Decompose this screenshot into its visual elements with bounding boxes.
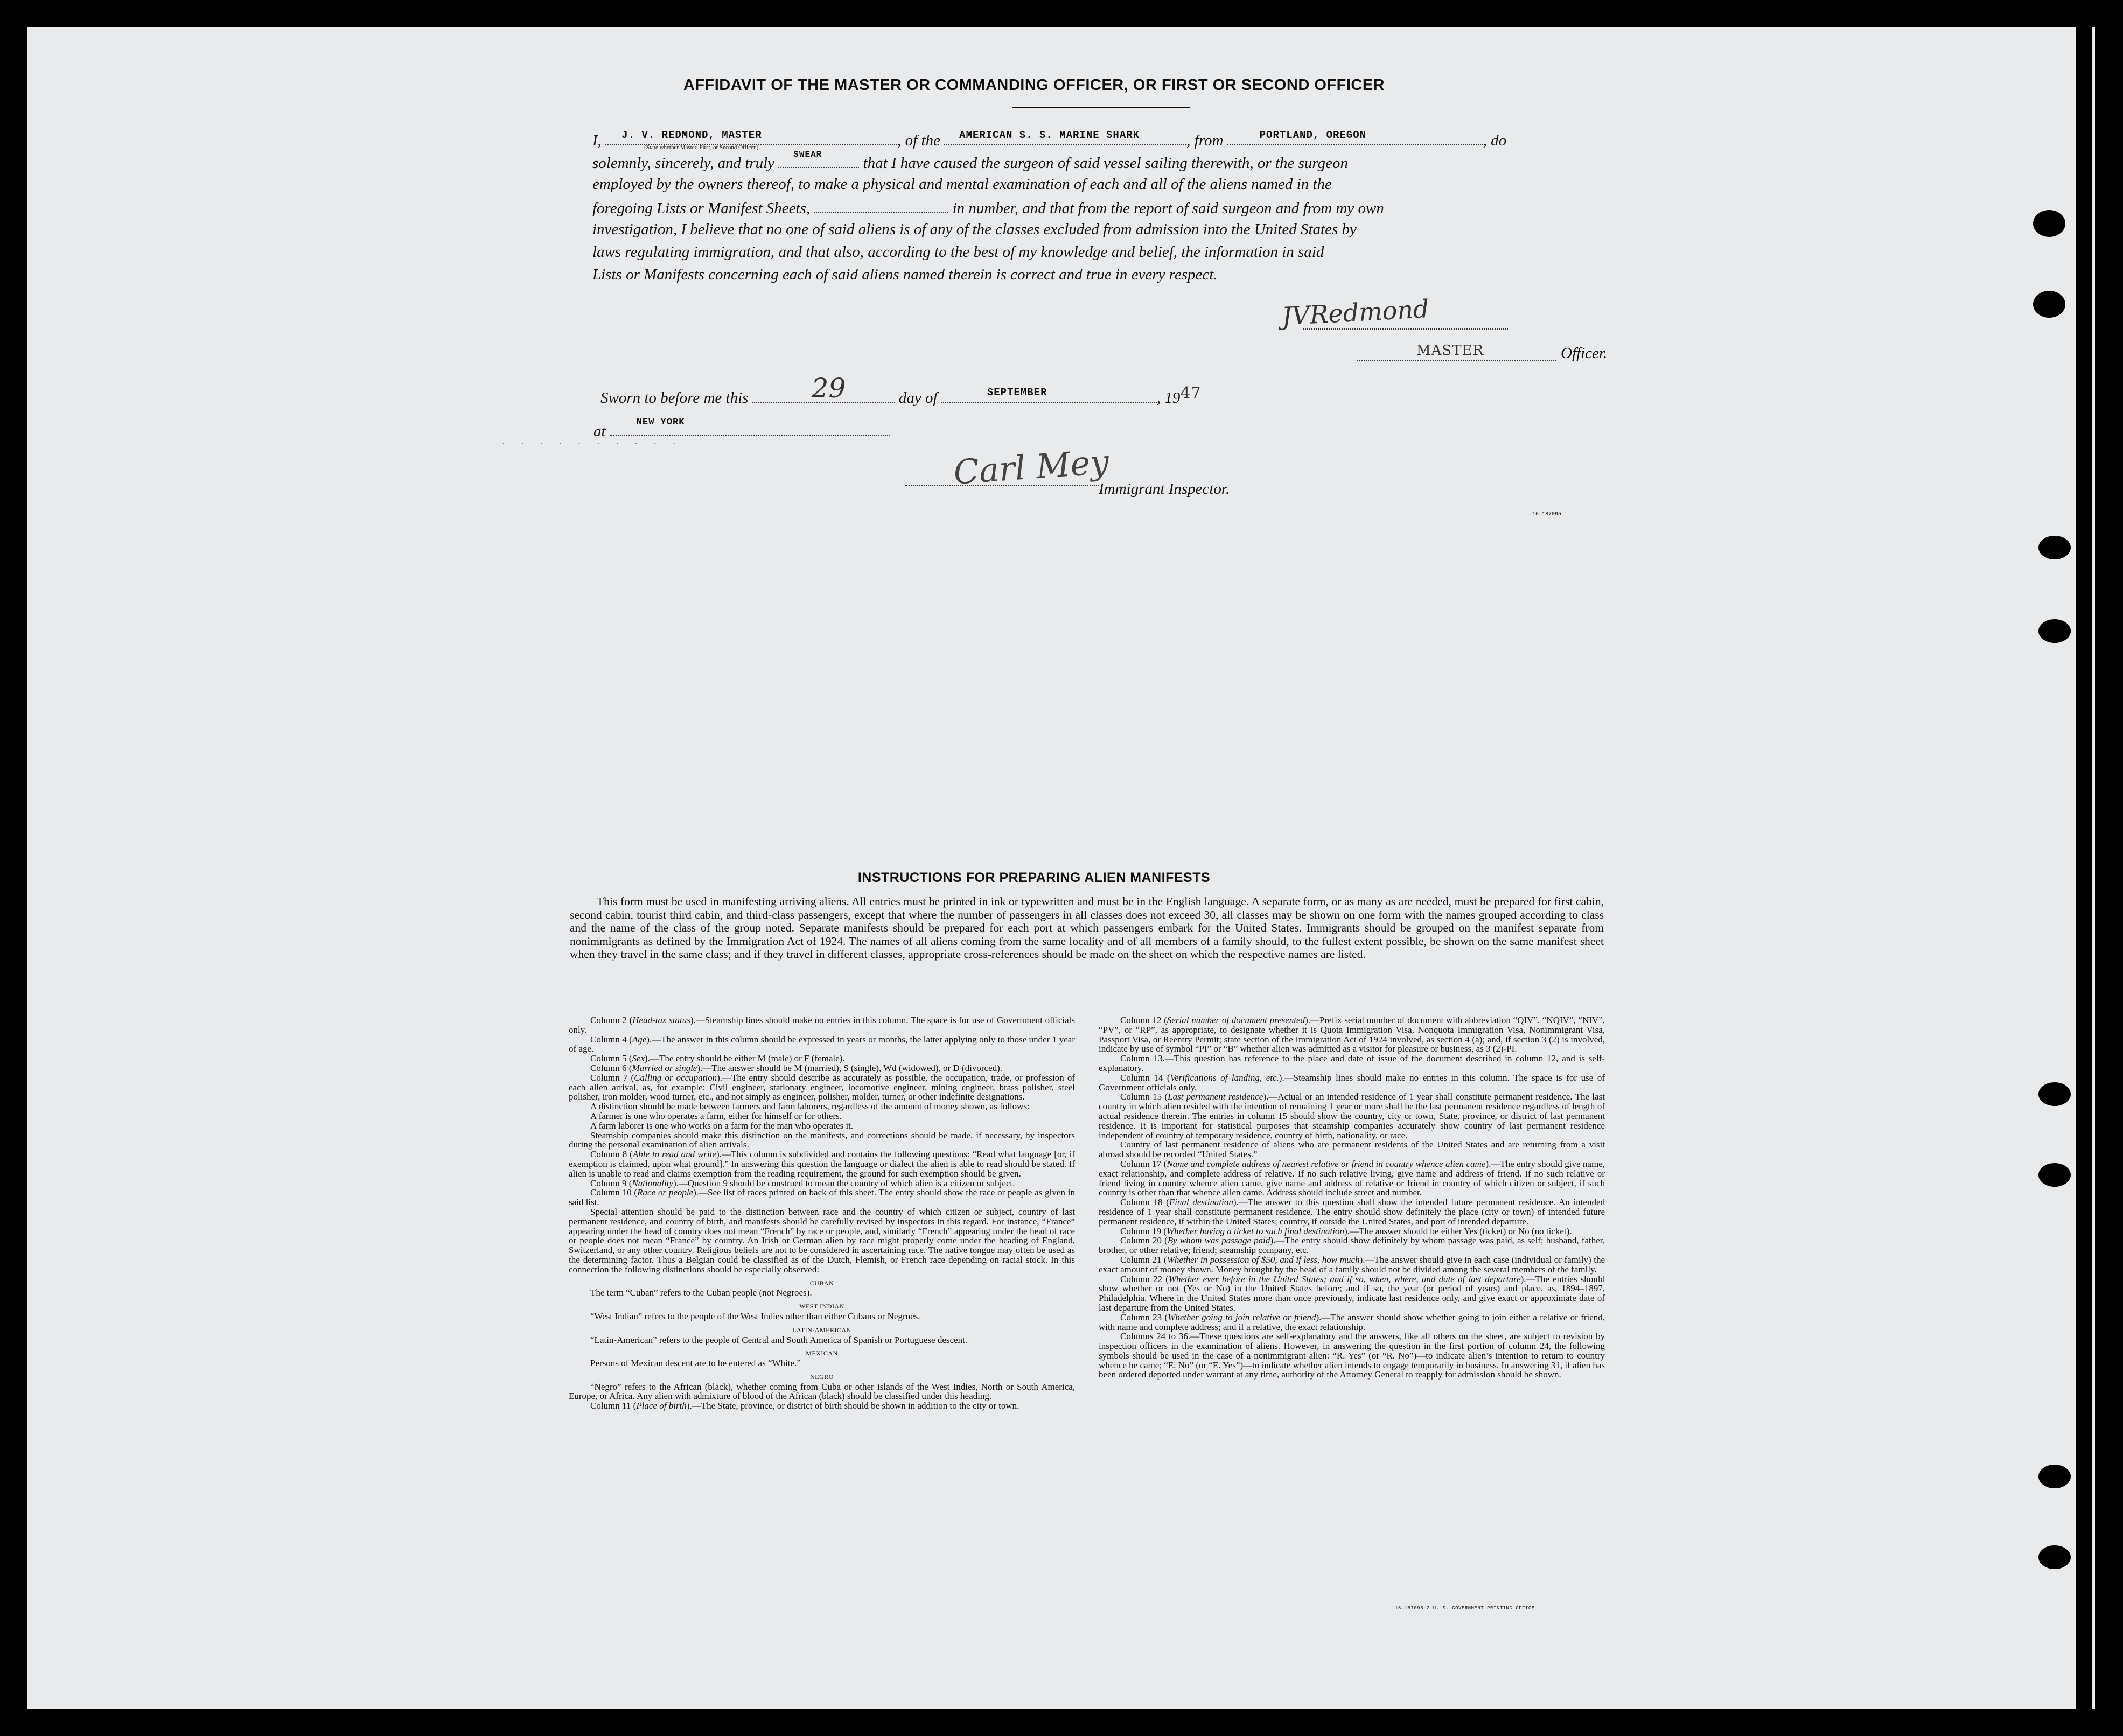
sworn-text-b: day of [898,389,938,407]
instruction-paragraph [569,1073,1075,1102]
officer-name-field [605,129,897,151]
affidavit-line-2 [592,150,1349,172]
instruction-paragraph [569,1121,1075,1131]
paragraph-emphasis: Place of birth [636,1401,687,1411]
paragraph-text: A farmer is one who operates a farm, either for himself or for others. [590,1110,842,1121]
instruction-paragraph [569,1401,1075,1411]
form-number: 16—187095 [1532,512,1562,517]
punch-hole [2033,291,2065,318]
paragraph-text: “Latin-American” refers to the people of Central and South America of Spanish or Portuguese descent. [590,1334,968,1345]
paragraph-emphasis: Final destination [1169,1197,1233,1208]
paragraph-emphasis: Serial number of document presented [1167,1015,1305,1025]
instruction-paragraph [1099,1016,1605,1054]
inspector-signature: Carl Mey [952,442,1111,492]
place: NEW YORK [636,417,685,428]
paragraph-emphasis: Race or people [637,1187,694,1198]
paragraph-emphasis: Married or single [632,1062,697,1073]
oath-field [778,150,859,168]
paragraph-text: “West Indian” refers to the people of the West Indies other than either Cubans or Negroes. [590,1311,920,1321]
faint-stamp-mark: · · · · · · · · · · [501,439,681,449]
instruction-paragraph [1099,1054,1605,1073]
paragraph-text: A distinction should be made between farmers and farm laborers, regardless of the amount of money shown, as follows: [590,1101,1030,1112]
instruction-paragraph [1099,1275,1605,1313]
section-heading: LATIN-AMERICAN [792,1326,851,1334]
paragraph-emphasis: Name and complete address of nearest relative or friend in country whence alien came [1167,1158,1486,1169]
paragraph-text: Special attention should be paid to the distinction between race and the country of which citizen or subject, country of last permanent residence, and country of birth, and manifests should be carefully revised by inspectors in this regard. For instance, “France” appearing under the head of country does not mean “French” by race or people, and, similarly “French” appearing under the head of race or people does not mean “France” by country. An Irish or German alien by race might properly come under the heading of England, Switzerland, or any other country. Religious beliefs are not to be considered in ascertaining race. The native tongue may often be used as the determining factor. Thus a Belgian could be classified as of the Dutch, Flemish, or French race depending on racial stock. In this connection the following distinctions should be especially observed: [569,1206,1075,1275]
affidavit-line-7: Lists or Manifests concerning each of said aliens named therein is correct and true in every respect. [592,266,1218,283]
paragraph-text: “Negro” refers to the African (black), whether coming from Cuba or other islands of the West Indies, North or South America, Europe, or Africa. Any alien with admixture of blood of the African (black) should be classified under this heading. [569,1381,1075,1402]
rank-handwritten: MASTER [1416,342,1484,359]
punch-hole [2038,1163,2071,1187]
paragraph-lead: Column 5 ( [590,1053,632,1064]
paragraph-text: ).—The answer to this question shall show the intended future permanent residence. An intended residence of 1 year shall constitute permanent residence. The entry should show definitely the place (city or town) of intended future permanent residence, if within the United States; country, if outside the United States, and port of intended departure. [1099,1197,1605,1227]
paragraph-lead: Column 20 ( [1120,1235,1168,1246]
affidavit-line-4 [592,198,1384,218]
instruction-paragraph [569,1188,1075,1207]
paragraph-text: ).—The entry should give name, exact relationship, and complete address of relative. If no such relative living, give name and address of friend. If no such relative or friend living in country whence alien came, give name and address of relative or friend in country of which citizen or subject, if such country is other than that whence alien came. Address should include street and number. [1099,1158,1605,1198]
affidavit-title: AFFIDAVIT OF THE MASTER OR COMMANDING OFFICER, OR FIRST OR SECOND OFFICER [683,76,1385,94]
paragraph-lead: Column 9 ( [590,1178,632,1188]
paragraph-lead: Column 12 ( [1120,1015,1167,1025]
paragraph-lead: Column 14 ( [1120,1072,1170,1083]
inspector-label: Immigrant Inspector. [1099,480,1230,498]
punch-hole [2033,210,2065,237]
paragraph-text: ).—Question 9 should be construed to mean the country of which alien is a citizen or subject. [673,1178,1015,1188]
instruction-paragraph [569,1016,1075,1035]
instructions-intro: This form must be used in manifesting arriving aliens. All entries must be printed in ink or typewritten and must be in the English language. A separate form, or as many as are needed, must be prepared for first cabin, second cabin, tourist third cabin, and third-class passengers, except that where the number of passengers in all classes does not exceed 30, all classes may be shown on one form with the names grouped according to class and the name of the class of the group noted. Separate manifests should be prepared for each port at which passengers embark for the United States. Immigrants should be grouped on the manifest separate from nonimmigrants as defined by the Immigration Act of 1924. The names of all aliens coming from the same locality and of all members of a family should, to the fullest extent possible, be shown on the same manifest sheet when they travel in the same class; and if they travel in different classes, appropriate cross-references should be made on the sheet on which the respective names are listed. [570,895,1604,961]
instruction-paragraph [569,1382,1075,1402]
paragraph-text: ).—Actual or an intended residence of 1 year shall constitute permanent residence. The last country in which alien resided with the intention of remaining 1 year or more shall be the last permanent residence regardless of length of actual residence therein. The entries in column 15 should show the country, city or town, State, province, or district of last permanent residence. It is important for statistical purposes that steamship companies accurately show country of last permanent residence independent of country of temporary residence, country of birth, nationality, or race. [1099,1091,1605,1140]
paragraph-text: ).—The State, province, or district of birth should be shown in addition to the city or town. [686,1401,1019,1411]
paragraph-emphasis: By whom was passage paid [1167,1235,1270,1246]
month: SEPTEMBER [987,387,1047,398]
officer-name-caption: (State whether Master, First, or Second Officer.) [644,144,759,151]
section-heading: NEGRO [810,1373,834,1381]
line4-text-a: foregoing Lists or Manifest Sheets, [592,200,811,217]
of-the-text: , of the [897,132,940,149]
from-text: , from [1186,132,1224,149]
paragraph-lead: Column 6 ( [590,1062,632,1073]
paragraph-lead: Column 22 ( [1120,1273,1169,1284]
paragraph-emphasis: Whether ever before in the United States; and if so, when, where, and date of last departure [1168,1273,1521,1284]
instruction-paragraph [569,1131,1075,1150]
do-text: , do [1483,132,1507,149]
punch-hole [2038,1082,2071,1106]
paragraph-lead: Column 17 ( [1120,1158,1167,1169]
instruction-paragraph [569,1179,1075,1188]
instruction-paragraph [569,1359,1075,1368]
line4-text-b: in number, and that from the report of said surgeon and from my own [952,200,1384,217]
paragraph-emphasis: Calling or occupation [634,1072,717,1083]
day-handwritten: 29 [811,373,846,404]
paragraph-emphasis: Whether going to join relative or friend [1168,1312,1316,1322]
paragraph-text: ).—Steamship lines should make no entries in this column. The space is for use of Government officials only. [1099,1072,1605,1093]
at-line [593,417,890,440]
punch-hole [2038,1545,2071,1569]
paragraph-lead: Column 2 ( [590,1015,633,1025]
paragraph-emphasis: Last permanent residence [1168,1091,1263,1102]
vessel-name: AMERICAN S. S. MARINE SHARK [959,129,1140,141]
instruction-paragraph [569,1054,1075,1063]
paragraph-lead: Column 11 ( [590,1401,637,1411]
paragraph-text: ).—The answer in this column should be expressed in years or months, the latter applying only to those under 1 year of age. [569,1034,1075,1054]
paragraph-text: ).—The answer should be M (married), S (single), Wd (widowed), or D (divorced). [697,1062,1003,1073]
instruction-paragraph [1099,1092,1605,1140]
paragraph-lead: Column 23 ( [1120,1312,1168,1322]
affidavit-line-5: investigation, I believe that no one of said aliens is of any of the classes excluded from admission into the United States by [592,221,1357,238]
instruction-paragraph [569,1312,1075,1321]
instruction-paragraph [569,1150,1075,1178]
line2-text-a: solemnly, sincerely, and truly [592,155,775,172]
day-field [752,373,895,404]
paragraph-lead: Column 7 ( [590,1072,634,1083]
instruction-paragraph [1099,1159,1605,1198]
paragraph-text: ).—The answer should be either Yes (ticket) or No (no ticket). [1344,1226,1572,1236]
paragraph-text: Columns 24 to 36.—These questions are self-explanatory and the answers, like all others on the sheet, are subject to revision by inspection officers in the examination of aliens. However, in answering the question in the first portion of column 24, the following symbols should be used in the case of a nonimmigrant alien: “R. Yes” (or “R. No”)—to indicate alien’s intention to return to country whence he came; “E. No” (or “E. Yes”)—to indicate whether alien intends to engage temporarily in business. In answering 31, if alien has been ordered deported under warrant at any time, authority of the Attorney General to reapply for admission should be shown. [1099,1331,1605,1380]
paragraph-lead: Column 19 ( [1120,1226,1167,1236]
instruction-paragraph [1099,1255,1605,1275]
instructions-title: INSTRUCTIONS FOR PREPARING ALIEN MANIFESTS [857,870,1211,885]
paragraph-text: ).—Prefix serial number of document with abbreviation “QIV”, “NQIV”, “NIV”, “PV”, or “RP”, as appropriate, to designate whether it is Quota Immigration Visa, Nonquota Immigration Visa, Nonimmigrant Visa, Passport Visa, or Reentry Permit; state section of the Immigration Act of 1924 involved, as section 4 (a); and, if section 3 (2) is involved, indicate by use of symbol “PI” or “B” whether alien was admitted as a visitor for pleasure or business, as 3 (2)-PI. [1099,1015,1605,1054]
place-field [610,417,890,436]
paragraph-text: ).—The entry should describe as accurately as possible, the occupation, trade, or profession of each alien arrival, as, for example: Civil engineer, stationary engineer, locomotive engineer, mining engineer, brass polisher, steel polisher, iron molder, wood turner, etc., and not simply as engineer, polisher, molder, turner, or other indefinite designations. [569,1072,1075,1102]
master-signature: JVRedmond [1281,294,1430,331]
document-sheet [27,27,2095,1709]
paragraph-text: Country of last permanent residence of aliens who are permanent residents of the United States and are returning from a visit abroad should be recorded “United States.” [1099,1139,1605,1160]
paragraph-text: ).—Steamship lines should make no entries in this column. The space is for use of Government officials only. [569,1015,1075,1035]
instruction-paragraph [569,1063,1075,1073]
paragraph-emphasis: Able to read and write [632,1149,716,1160]
section-heading: CUBAN [809,1279,834,1287]
year-handwritten: 47 [1180,384,1201,403]
paragraph-lead: Column 10 ( [590,1187,638,1198]
punch-hole [2038,619,2071,643]
printing-office-footer: 16—187095-2 U. S. GOVERNMENT PRINTING OFFICE [1395,1606,1535,1611]
paragraph-emphasis: Head-tax status [632,1015,690,1025]
paragraph-text: ).—The entries should show whether or not (Yes or No) in the United States before; and if so, the year (or period of years) and place, as, 1894–1897, Philadelphia. Where in the United States more than once previously, indicate last residence only, and give exact or approximate date of last departure from the United States. [1099,1273,1605,1313]
paragraph-text: —This question has reference to the place and date of issue of the document described in column 12, and is self-explanatory. [1099,1053,1605,1073]
year-prefix: , 19 [1156,389,1181,407]
paragraph-lead: Column 21 ( [1120,1254,1167,1265]
paragraph-text: ).—The entry should be either M (male) or F (female). [645,1053,845,1064]
affidavit-line-1 [592,130,1506,150]
instruction-paragraph [569,1335,1075,1345]
paragraph-text: Steamship companies should make this distinction on the manifests, and corrections should be made, if necessary, by inspectors during the personal examination of alien arrivals. [569,1130,1075,1150]
paragraph-emphasis: Whether having a ticket to such final destination [1166,1226,1344,1236]
paragraph-text: The term “Cuban” refers to the Cuban people (not Negroes). [590,1287,812,1298]
paragraph-lead: Column 13. [1120,1053,1165,1064]
paragraph-emphasis: Whether in possession of $50, and if less, how much [1167,1254,1360,1265]
paragraph-emphasis: Nationality [632,1178,673,1188]
instruction-paragraph [1099,1236,1605,1255]
paragraph-text: ).—See list of races printed on back of this sheet. The entry should show the race or people as given in said list. [569,1187,1075,1208]
instruction-paragraph [1099,1332,1605,1380]
inspector-signature-line [905,485,1099,486]
page-edge [2076,27,2092,1709]
vessel-field [944,130,1186,145]
line2-text-b: that I have caused the surgeon of said vessel sailing therewith, or the surgeon [863,155,1349,172]
instruction-paragraph [1099,1313,1605,1332]
section-heading: WEST INDIAN [799,1303,844,1311]
oath-word: SWEAR [793,150,822,159]
instruction-paragraph [569,1288,1075,1298]
rank-field [1357,340,1556,361]
section-heading: MEXICAN [806,1349,838,1357]
master-signature-line [1303,328,1508,330]
paragraph-lead: Column 4 ( [590,1034,632,1045]
paragraph-text: ).—This column is subdivided and contains the following questions: “Read what language [or, if exemption is claimed, upon what ground].” In answering this question the language or dialect the alien is able to read should be stated. If alien is unable to read and claims exemption from the reading requirement, the ground for such exemption should be given. [569,1149,1076,1179]
paragraph-text: ).—The entry should show definitely by whom passage was paid, as self; husband, father, brother, or other relative; friend; steamship company, etc. [1099,1235,1605,1256]
port-name: PORTLAND, OREGON [1259,129,1367,141]
instruction-paragraph [569,1207,1075,1275]
title-rule [1012,107,1190,108]
instruction-paragraph [569,1111,1075,1121]
paragraph-emphasis: Verifications of landing, etc. [1170,1072,1279,1083]
officer-name: J. V. REDMOND, MASTER [621,129,762,141]
paragraph-lead: Column 8 ( [590,1149,633,1160]
affidavit-prefix: I, [592,132,602,149]
month-field [941,388,1157,403]
instruction-paragraph [569,1035,1075,1054]
instruction-paragraph [1099,1073,1605,1093]
instruction-paragraph [1099,1198,1605,1226]
paragraph-text: Persons of Mexican descent are to be entered as “White.” [590,1358,801,1369]
sworn-text-a: Sworn to before me this [600,389,749,407]
instructions-left-column [569,1016,1075,1411]
paragraph-lead: Column 18 ( [1120,1197,1169,1208]
paragraph-text: A farm laborer is one who works on a farm for the man who operates it. [590,1120,854,1131]
paragraph-text: ).—The answer should give in each case (individual or family) the exact amount of money shown. Money brought by the head of a family should not be divided among the several members of the family. [1099,1254,1605,1275]
officer-label: Officer. [1561,345,1608,362]
port-field [1227,130,1483,145]
number-of-aliens-field [814,198,948,213]
paragraph-emphasis: Sex [632,1053,645,1064]
punch-hole [2038,1465,2071,1488]
instruction-paragraph [569,1102,1075,1111]
punch-hole [2038,536,2071,559]
instruction-paragraph [1099,1140,1605,1159]
paragraph-lead: Column 15 ( [1120,1091,1168,1102]
paragraph-text: ).—The answer should show whether going to join either a relative or friend, with name and complete address; and if a relative, the exact relationship. [1099,1312,1605,1332]
affidavit-line-3: employed by the owners thereof, to make a physical and mental examination of each and all of the aliens named in the [592,176,1332,193]
sworn-line [600,373,1201,407]
instructions-right-column [1099,1016,1605,1380]
affidavit-line-6: laws regulating immigration, and that also, according to the best of my knowledge and belief, the information in said [592,243,1324,261]
instruction-paragraph [1099,1227,1605,1236]
paragraph-emphasis: Age [632,1034,647,1045]
at-label: at [593,423,606,440]
